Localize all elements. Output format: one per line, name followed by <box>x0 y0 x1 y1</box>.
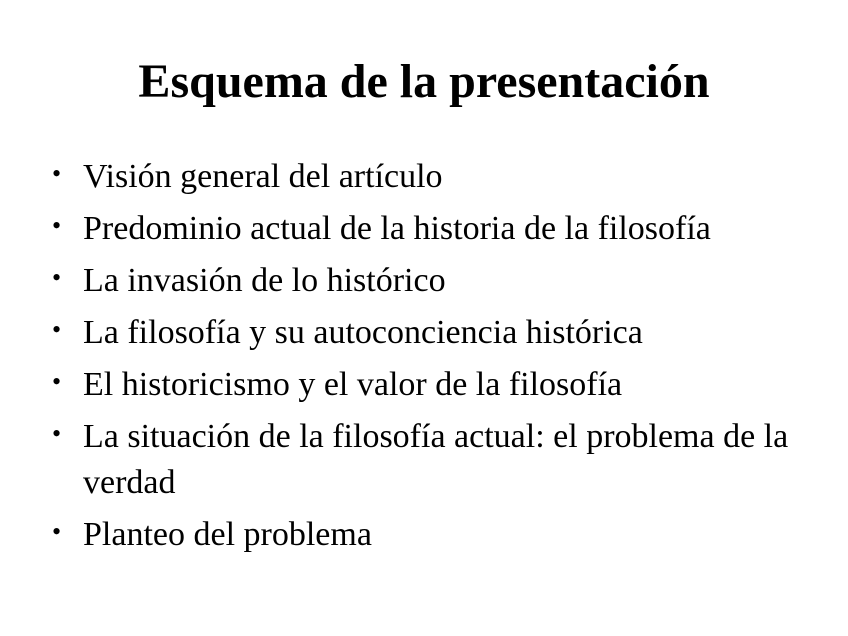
bullet-text: La situación de la filosofía actual: el problema de la verdad <box>83 418 789 501</box>
bullet-text: El historicismo y el valor de la filosofía <box>83 366 623 403</box>
bullet-icon: • <box>52 159 62 188</box>
bullet-icon: • <box>52 211 62 240</box>
bullet-item-historicism <box>46 362 806 408</box>
bullet-icon: • <box>52 517 62 546</box>
bullet-text: La invasión de lo histórico <box>83 262 446 299</box>
bullet-item-overview <box>46 154 806 200</box>
slide-title: Esquema de la presentación <box>138 55 710 108</box>
bullet-item-self-awareness <box>46 310 806 356</box>
bullet-icon: • <box>52 263 62 292</box>
bullet-text: Visión general del artículo <box>83 158 443 195</box>
bullet-icon: • <box>52 419 62 448</box>
bullet-item-predominance <box>46 206 806 252</box>
bullet-item-current-situation <box>46 414 806 506</box>
bullet-text: Planteo del problema <box>83 516 372 553</box>
bullet-icon: • <box>52 367 62 396</box>
bullet-icon: • <box>52 315 62 344</box>
bullet-list <box>46 154 806 564</box>
bullet-item-invasion <box>46 258 806 304</box>
bullet-text: Predominio actual de la historia de la filosofía <box>83 210 711 247</box>
bullet-text: La filosofía y su autoconciencia histórica <box>83 314 643 351</box>
bullet-item-problem-statement <box>46 512 806 558</box>
